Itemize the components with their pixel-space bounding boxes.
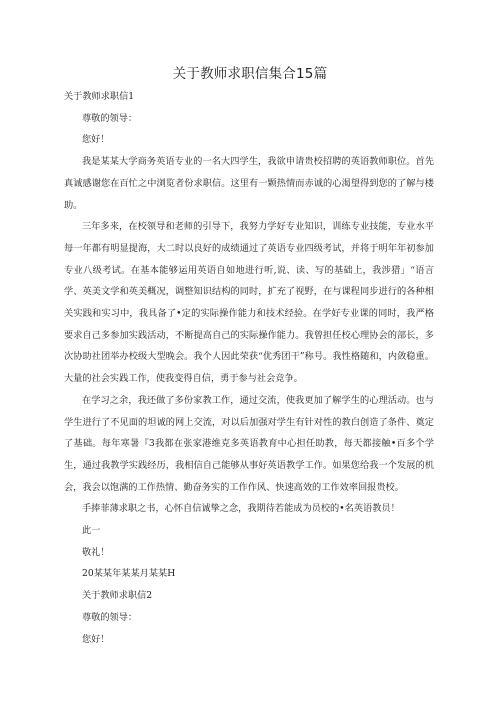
paragraph: 三年多来，在校领导和老师的引导下，我努力学好专业知识，训练专业技能，专业水平每一年都有明显提海，大二时以良好的成绩通过了英语专业四级考试，并将于明年年初参加专业八级考试。在基本能够运用英语自如地进行听,说、读、写的基础上，我涉猎」“语言学、英美文学和英美概况，调整知识结构的同时，扩充了视野，在与课程同步进行的各种相关实践和实习中，我具备了•定的实际操作能力和技术经验。在学好专业课的同时，我严格要求自己多参加实践活动，不断提高自己的实际操作能力。我曾担任校心理协会的部长，多次协助社团举办校级大型晚会。我个人因此荣获“优秀团干”称号。我性格随和，内敛稳重。大量的社会实践工作，使我变得自信，勇于参与社会竞争。 xyxy=(64,221,434,385)
section-heading: 关于教师求职信2 xyxy=(82,590,153,602)
paragraph: 手捧菲薄求职之书，心怀自信诚挚之念，我期待若能成为员校的•名英语教员！ xyxy=(82,503,400,515)
greeting: 您好！ xyxy=(82,134,110,146)
paragraph: 在学习之余，我还做了多份家教工作，通过交流，使我更加了解学生的心理活动。也与学生进行了不见面的坦诚的网上交流，对以后加强对学生有针对性的教白创造了条件、奠定了基础。每年寒暑『3我都在张家港维克多英语教育中心担任助教，每天都接触•百多个学生，通过我教学实践经历，我相信自己能够从事好英语教学工作。如果您给我一个发展的机会，我会以饱满的工作热情、勤奋务实的工作作风、快速高效的工作效率回报贵校。 xyxy=(64,394,434,493)
section-heading: 关于教师求职信1 xyxy=(64,91,135,102)
date-line: 20某某年某某月某某H xyxy=(82,568,176,580)
document-body xyxy=(64,86,434,650)
closing-regards: 敬礼！ xyxy=(82,546,110,558)
paragraph: 我是某某大学商务英语专业的一名大四学生，我欲申请贵校招聘的英语教师职位。首先真诚感谢您在百忙之中浏览者份求职信。这里有一颗热情而赤诚的心渴望得到您的了解与楼助。 xyxy=(64,156,434,211)
document-title: 关于教师求职信集合15篇 xyxy=(172,66,328,82)
salutation: 尊敬的领导： xyxy=(82,611,138,623)
closing-line: 此一 xyxy=(82,525,101,537)
greeting: 您好！ xyxy=(82,633,110,645)
salutation: 尊敬的领导： xyxy=(82,112,138,124)
